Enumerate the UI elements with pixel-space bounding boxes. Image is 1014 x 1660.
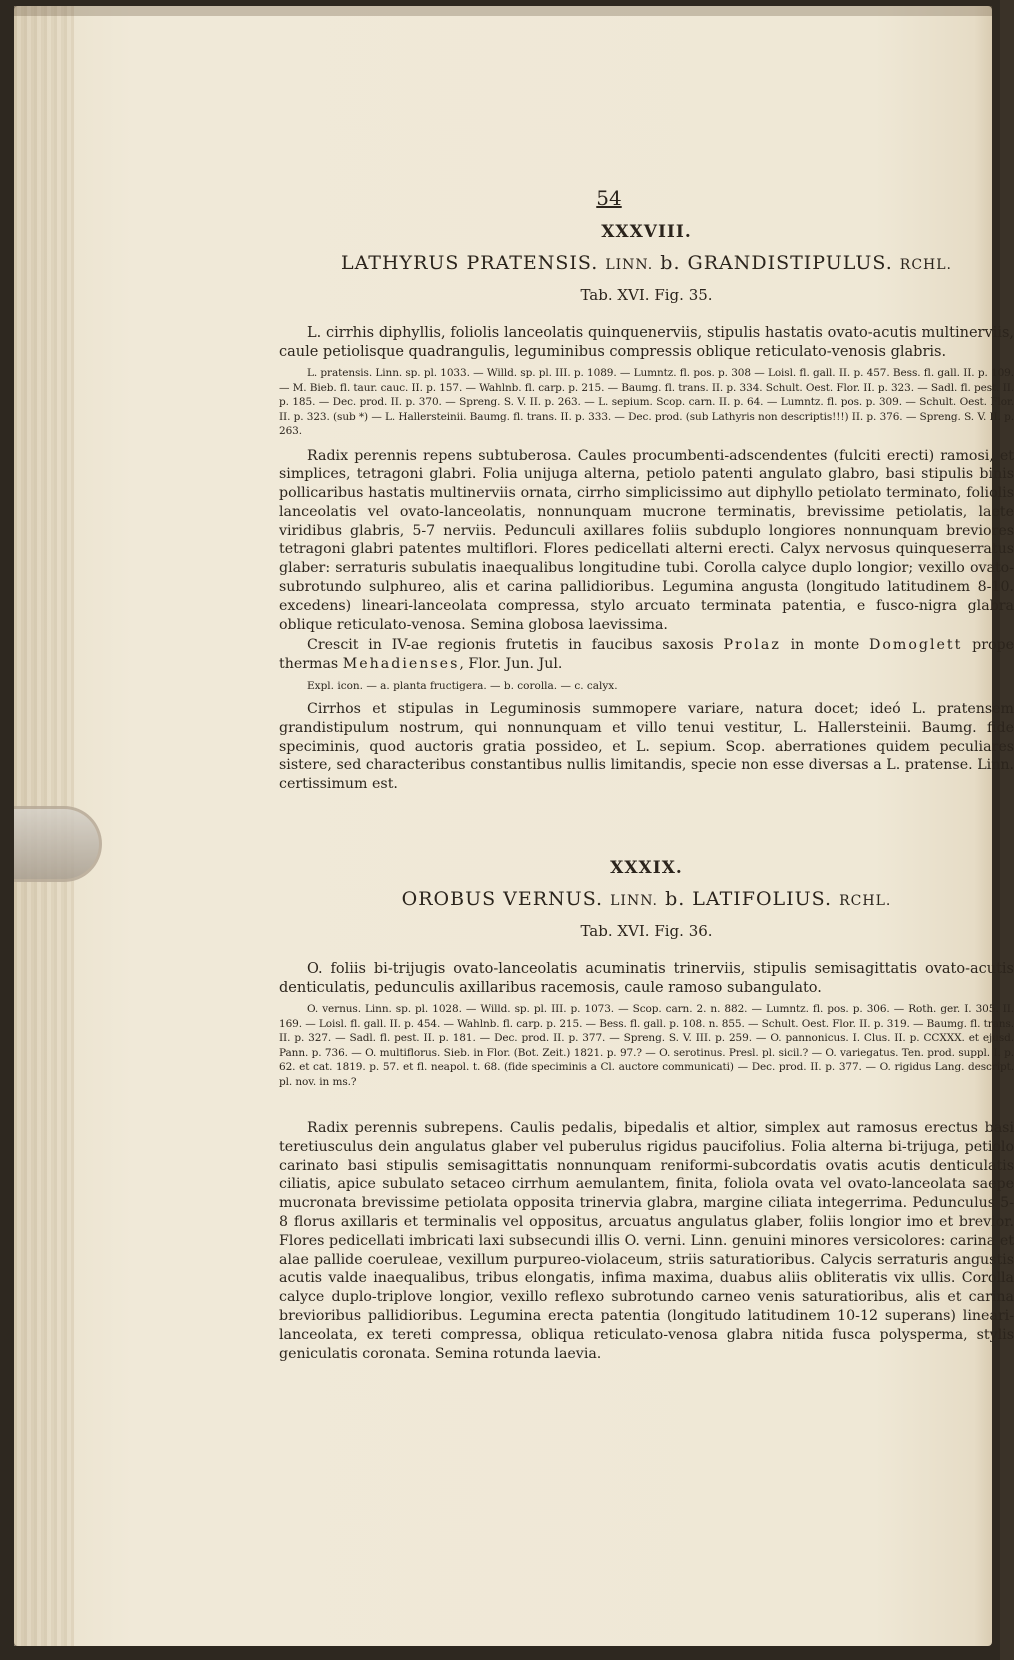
section-xxxviii bbox=[279, 222, 1014, 794]
habitat-intro: Crescit in IV-ae regionis frutetis in faucibus saxosis bbox=[307, 637, 714, 654]
plate-reference: Tab. XVI. Fig. 36. bbox=[580, 922, 713, 941]
page-content bbox=[279, 186, 1014, 1365]
species-name: LATHYRUS PRATENSIS. bbox=[341, 252, 599, 274]
section-xxxix bbox=[279, 858, 1014, 1363]
section-number: XXXVIII. bbox=[601, 222, 692, 242]
variety-authority: RCHL. bbox=[899, 257, 952, 273]
variety-name: b. LATIFOLIUS. bbox=[665, 888, 833, 911]
description: Radix perennis repens subtuberosa. Caules procumbenti-adscendentes (fulciti erecti) ramosi, et simplices, tetragoni glabri. Folia unijuga alterna, petiolo patenti angulato glabro, basi stipulis binis pollicaribus hastatis multinerviis ornata, cirrho simplicissimo aut diphyllo petiolato terminato, foliolis lanceolatis vel ovato-lanceolatis, nonnunquam mucrone terminatis, brevissime petiolatis, laete viridibus glabris, 5-7 nerviis. Pedunculi axillares foliis subduplo longiores nonnunquam breviores tetragoni glabri patentes multiflori. Flores pedicellati alterni erecti. Calyx nervosus quinqueserratus glaber: serraturis subulatis inaequalibus longitudine tubi. Corolla calyce duplo longior; vexillo ovato-subrotundo sulphureo, alis et carina pallidioribus. Legumina angusta (longitudo latitudinem 8-10. excedens) lineari-lanceolata compressa, stylo arcuato terminata patentia, e fusco-nigra glabra oblique reticulato-venosa. Semina globosa laevissima. bbox=[279, 447, 1014, 633]
plate-reference: Tab. XVI. Fig. 35. bbox=[580, 286, 713, 304]
section-spacer bbox=[279, 796, 1014, 852]
habitat bbox=[279, 636, 1014, 674]
synonymy: O. vernus. Linn. sp. pl. 1028. — Willd. sp. pl. III. p. 1073. — Scop. carn. 2. n. 882. — Lumntz. fl. pos. p. 306. — Roth. ger. I. 305. II. 169. — Loisl. fl. gall. II. p. 454. — Wahlnb. fl. carp. p. 215. — Bess. fl. gall. p. 108. n. 855. — Schult. Oest. Flor. II. p. 319. — Baumg. fl. trans. II. p. 327. — Sadl. fl. pest. II. p. 181. — Dec. prod. II. p. 377. — Spreng. S. V. III. p. 259. — O. pannonicus. I. Clus. II. p. CCXXX. et ejusd. Pann. p. 736. — O. multiflorus. Sieb. in Flor. (Bot. Zeit.) 1821. p. 97.? — O. serotinus. Presl. pl. sicil.? — O. variegatus. Ten. prod. suppl. I. p. 62. et cat. 1819. p. 57. et fl. neapol. t. 68. (fide speciminis a Cl. auctore communicati) — Dec. prod. II. p. 377. — O. rigidus Lang. descript. pl. nov. in ms.? bbox=[279, 1003, 1014, 1088]
species-name: OROBUS VERNUS. bbox=[401, 888, 604, 911]
diagnosis: L. cirrhis diphyllis, foliolis lanceolatis quinquenerviis, stipulis hastatis ovato-acutis multinerviis, caule petiolisque quadrangulis, leguminibus compressis oblique reticulato-venosis glabris. bbox=[279, 325, 1014, 360]
paragraph-spacer bbox=[279, 1097, 1014, 1119]
metal-clip bbox=[14, 806, 102, 882]
page-number: 54 bbox=[596, 186, 622, 210]
plate-explanation: Expl. icon. — a. planta fructigera. — b. corolla. — c. calyx. bbox=[307, 680, 618, 693]
remarks: Cirrhos et stipulas in Leguminosis summopere variare, natura docet; ideó L. pratensem grandistipulum nostrum, qui nonnunquam et villo tenui vestitur, L. Hallersteinii. Baumg. fide speciminis, quod auctoris gratia possideo, et L. sepium. Scop. aberrationes quidem peculiares sistere, sed characteribus constantibus nullis limitandis, specie non esse diversas a L. pratense. Linn. certissimum est. bbox=[279, 701, 1014, 793]
book-page bbox=[14, 6, 1014, 1646]
species-authority: LINN. bbox=[610, 893, 659, 910]
flowering-time: , Flor. Jun. Jul. bbox=[459, 656, 563, 673]
locality-domoglett: Domoglett bbox=[869, 637, 963, 654]
variety-name: b. GRANDISTIPULUS. bbox=[660, 252, 893, 274]
species-authority: LINN. bbox=[605, 257, 654, 273]
section-title bbox=[279, 888, 1014, 910]
locality-prolaz: Prolaz bbox=[723, 637, 781, 654]
synonymy: L. pratensis. Linn. sp. pl. 1033. — Willd. sp. pl. III. p. 1089. — Lumntz. fl. pos. p. 308 — Loisl. fl. gall. II. p. 457. Bess. fl. gall. II. p. 109. — M. Bieb. fl. taur. cauc. II. p. 157. — Wahlnb. fl. carp. p. 215. — Baumg. fl. trans. II. p. 334. Schult. Oest. Flor. II. p. 323. — Sadl. fl. pest. II. p. 185. — Dec. prod. II. p. 370. — Spreng. S. V. II. p. 263. — L. sepium. Scop. carn. II. p. 64. — Lumntz. fl. pos. p. 309. — Schult. Oest. Flor. II. p. 323. (sub *) — L. Hallersteinii. Baumg. fl. trans. II. p. 333. — Dec. prod. (sub Lathyris non descriptis!!!) II. p. 376. — Spreng. S. V. II. p. 263. bbox=[279, 367, 1014, 437]
locality-mehadienses: Mehadienses bbox=[342, 656, 460, 673]
habitat-connector-2: prope thermas bbox=[279, 637, 1014, 673]
diagnosis: O. foliis bi-trijugis ovato-lanceolatis acuminatis trinerviis, stipulis semisagittatis ovato-acutis denticulatis, pedunculis axillaribus racemosis, caule ramoso subangulato. bbox=[279, 961, 1014, 997]
section-number: XXXIX. bbox=[610, 858, 683, 879]
description: Radix perennis subrepens. Caulis pedalis, bipedalis et altior, simplex aut ramosus erectus basi teretiusculus dein angulatus glaber vel puberulus rigidus paucifolius. Folia alterna bi-trijuga, petiolo carinato basi stipulis semisagittatis nonnunquam reniformi-subcordatis ovatis acutis denticulatis ciliatis, apice subulato setaceo cirrhum aemulantem, finita, foliola ovata vel ovato-lanceolata saepe mucronata brevissime petiolata opposita trinervia glabra, margine ciliata integerrima. Pedunculus 5-8 florus axillaris et terminalis vel oppositus, arcuatus angulatus glaber, foliis longior imo et brevior. Flores pedicellati imbricati laxi subsecundi illis O. verni. Linn. genuini minores versicolores: carina et alae pallide coeruleae, vexillum purpureo-violaceum, striis saturatioribus. Calycis serraturis angustis acutis valde inaequalibus, tribus elongatis, infima maxima, duabus aliis obliteratis vix ullis. Corolla calyce duplo-triplove longior, vexillo reflexo subrotundo carneo venis saturatioribus, alis et carina brevioribus pallidioribus. Legumina erecta patentia (longitudo latitudinem 10-12 superans) lineari-lanceolata, ex tereti compressa, obliqua reticulato-venosa glabra nitida fusca polysperma, stylis geniculatis coronata. Semina rotunda laevia. bbox=[279, 1120, 1014, 1362]
section-title bbox=[279, 252, 1014, 274]
habitat-connector: in monte bbox=[790, 637, 860, 654]
page-edge-top bbox=[14, 6, 992, 16]
variety-authority: RCHL. bbox=[839, 893, 892, 910]
